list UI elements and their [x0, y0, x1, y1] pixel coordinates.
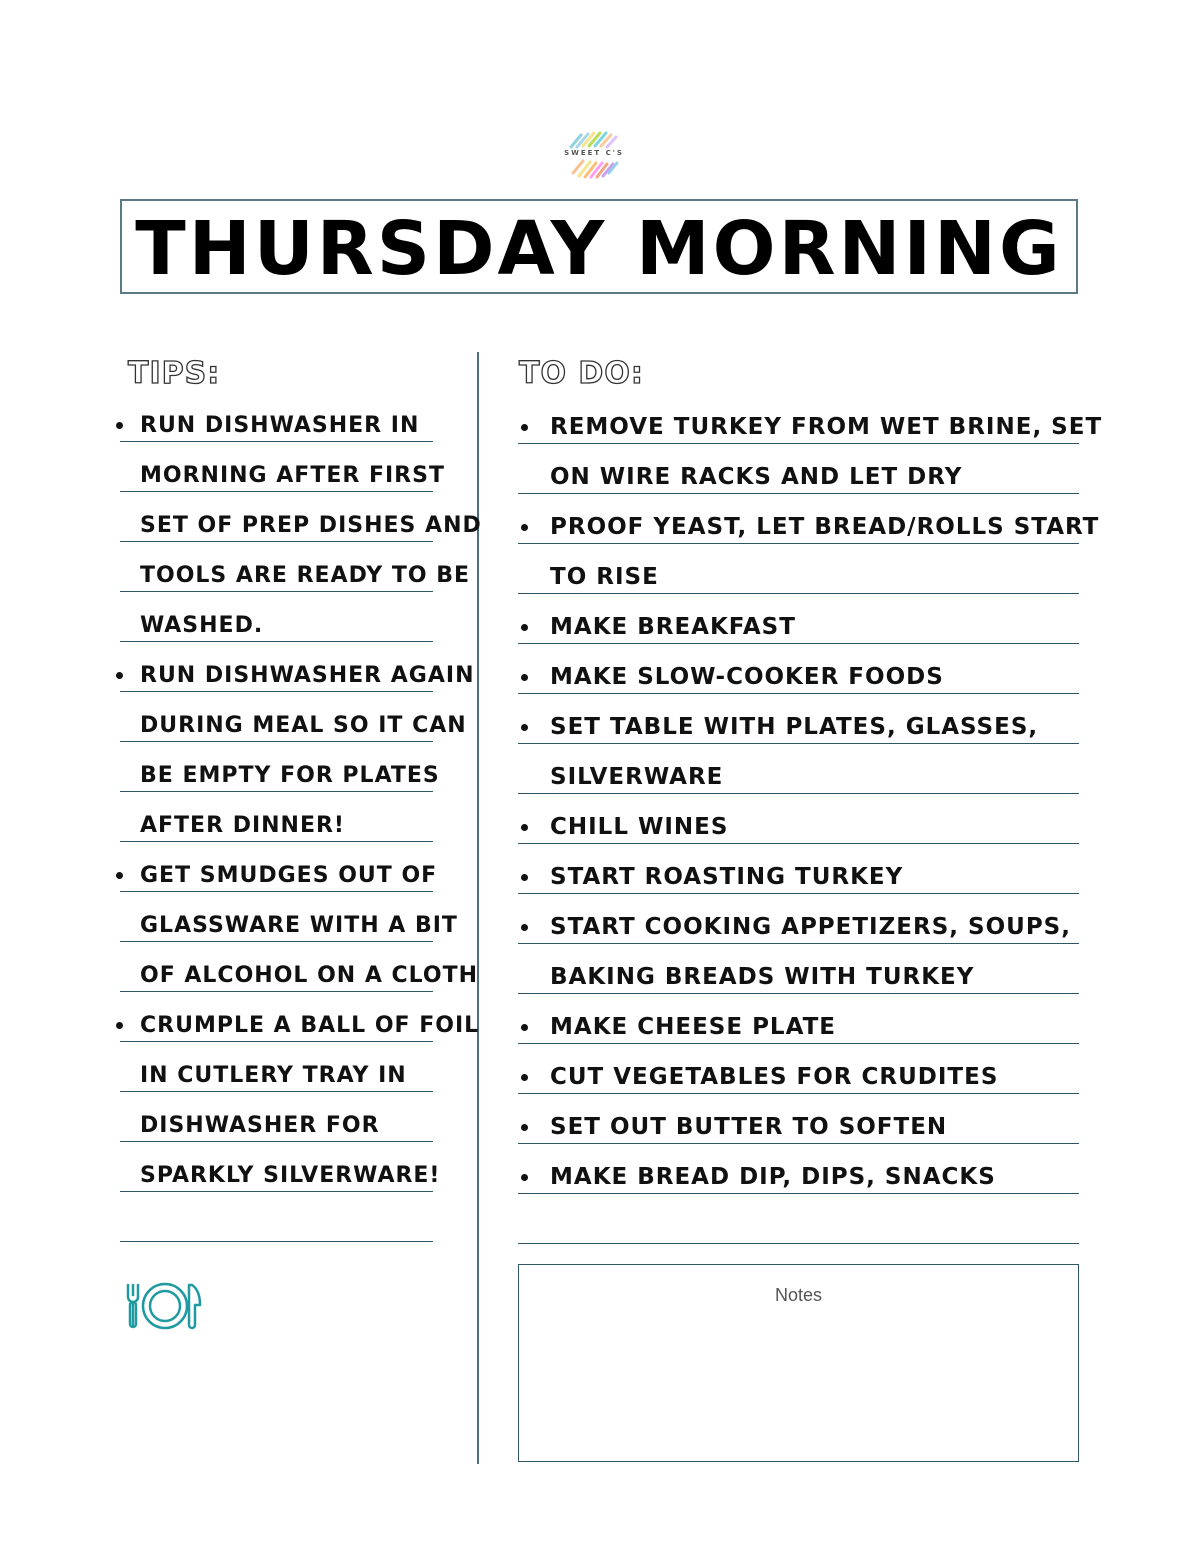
todo-line-text: START COOKING APPETIZERS, SOUPS,	[550, 914, 1071, 940]
todo-line	[518, 694, 1079, 744]
bullet	[521, 674, 528, 681]
bullet	[521, 1074, 528, 1081]
todo-line-text: CUT VEGETABLES FOR CRUDITES	[550, 1064, 999, 1090]
tips-line	[120, 992, 480, 1042]
bullet	[521, 874, 528, 881]
notes-label: Notes	[774, 1285, 823, 1305]
todo-line-text: TO RISE	[550, 564, 659, 590]
tips-line-text: DISHWASHER FOR	[140, 1113, 380, 1138]
tips-line-text: IN CUTLERY TRAY IN	[140, 1063, 407, 1088]
tips-line	[120, 742, 440, 792]
tips-line	[120, 542, 470, 592]
bullet	[521, 924, 528, 931]
todo-line-text: MAKE CHEESE PLATE	[550, 1014, 836, 1040]
page-title: THURSDAY MORNING	[135, 205, 1063, 292]
todo-line-text: MAKE BREAKFAST	[550, 614, 796, 640]
todo-line-text: PROOF YEAST, LET BREAD/ROLLS START	[550, 514, 1100, 540]
todo-line	[518, 444, 1079, 494]
todo-line	[518, 644, 1079, 694]
todo-line	[518, 894, 1079, 944]
bullet	[116, 872, 123, 879]
todo-line	[518, 494, 1100, 544]
todo-line-text: MAKE SLOW-COOKER FOODS	[550, 664, 944, 690]
tips-line-blank[interactable]	[120, 1192, 433, 1242]
todo-line	[518, 994, 1079, 1044]
todo-line-text: CHILL WINES	[550, 814, 729, 840]
todo-line-text: BAKING BREADS WITH TURKEY	[550, 964, 975, 990]
bullet	[116, 422, 123, 429]
tips-line-text: TOOLS ARE READY TO BE	[140, 563, 470, 588]
todo-line-text: SET OUT BUTTER TO SOFTEN	[550, 1114, 948, 1140]
tips-line	[120, 792, 433, 842]
todo-line-text: MAKE BREAD DIP, DIPS, SNACKS	[550, 1164, 996, 1190]
tips-line	[120, 1092, 433, 1142]
tips-line	[120, 1042, 433, 1092]
todo-line	[518, 944, 1079, 994]
bullet	[521, 824, 528, 831]
todo-line-blank[interactable]	[518, 1194, 1079, 1244]
tips-line	[120, 592, 433, 642]
todo-line	[518, 544, 1079, 594]
tips-line-text: CRUMPLE A BALL OF FOIL	[140, 1013, 480, 1038]
tips-line	[120, 392, 433, 442]
tips-line	[120, 642, 475, 692]
tips-line-text: GET SMUDGES OUT OF	[140, 863, 438, 888]
bullet	[521, 524, 528, 531]
bullet	[116, 1022, 123, 1029]
tips-line	[120, 842, 438, 892]
todo-line	[518, 1144, 1079, 1194]
tips-line-text: DURING MEAL SO IT CAN	[140, 713, 467, 738]
tips-line-text: SPARKLY SILVERWARE!	[140, 1163, 441, 1188]
tips-line-text: BE EMPTY FOR PLATES	[140, 763, 440, 788]
todo-line	[518, 844, 1079, 894]
tips-line	[120, 892, 458, 942]
tips-line	[120, 942, 479, 992]
todo-line	[518, 744, 1079, 794]
logo-text: SWEET C'S	[564, 149, 624, 157]
tips-line-text: OF ALCOHOL ON A CLOTH	[140, 963, 479, 988]
todo-line-text: ON WIRE RACKS AND LET DRY	[550, 464, 963, 490]
plate-and-cutlery-icon	[124, 1281, 204, 1335]
tips-line-text: RUN DISHWASHER IN	[140, 413, 420, 438]
bullet	[521, 1174, 528, 1181]
tips-line-text: AFTER DINNER!	[140, 813, 345, 838]
bullet	[521, 724, 528, 731]
todo-line	[518, 794, 1079, 844]
tips-line-text: GLASSWARE WITH A BIT	[140, 913, 458, 938]
tips-line	[120, 442, 445, 492]
todo-line	[518, 1094, 1079, 1144]
todo-line-text: REMOVE TURKEY FROM WET BRINE, SET	[550, 414, 1103, 440]
tips-line	[120, 1142, 441, 1192]
tips-line	[120, 492, 482, 542]
tips-line-text: SET OF PREP DISHES AND	[140, 513, 482, 538]
todo-line-text: SILVERWARE	[550, 764, 724, 790]
bullet	[521, 1124, 528, 1131]
bullet	[521, 624, 528, 631]
bullet	[116, 672, 123, 679]
tips-line-text: WASHED.	[140, 613, 264, 638]
todo-heading: TO DO:	[519, 356, 644, 391]
title-box	[120, 199, 1078, 294]
todo-line-text: START ROASTING TURKEY	[550, 864, 904, 890]
notes-box[interactable]	[518, 1264, 1079, 1462]
tips-line-text: RUN DISHWASHER AGAIN	[140, 663, 475, 688]
tips-line	[120, 692, 467, 742]
todo-line-text: SET TABLE WITH PLATES, GLASSES,	[550, 714, 1039, 740]
bullet	[521, 424, 528, 431]
todo-line	[518, 394, 1103, 444]
tips-heading: TIPS:	[128, 356, 221, 391]
todo-line	[518, 594, 1079, 644]
brand-logo	[561, 129, 627, 181]
tips-line-text: MORNING AFTER FIRST	[140, 463, 445, 488]
todo-line	[518, 1044, 1079, 1094]
bullet	[521, 1024, 528, 1031]
